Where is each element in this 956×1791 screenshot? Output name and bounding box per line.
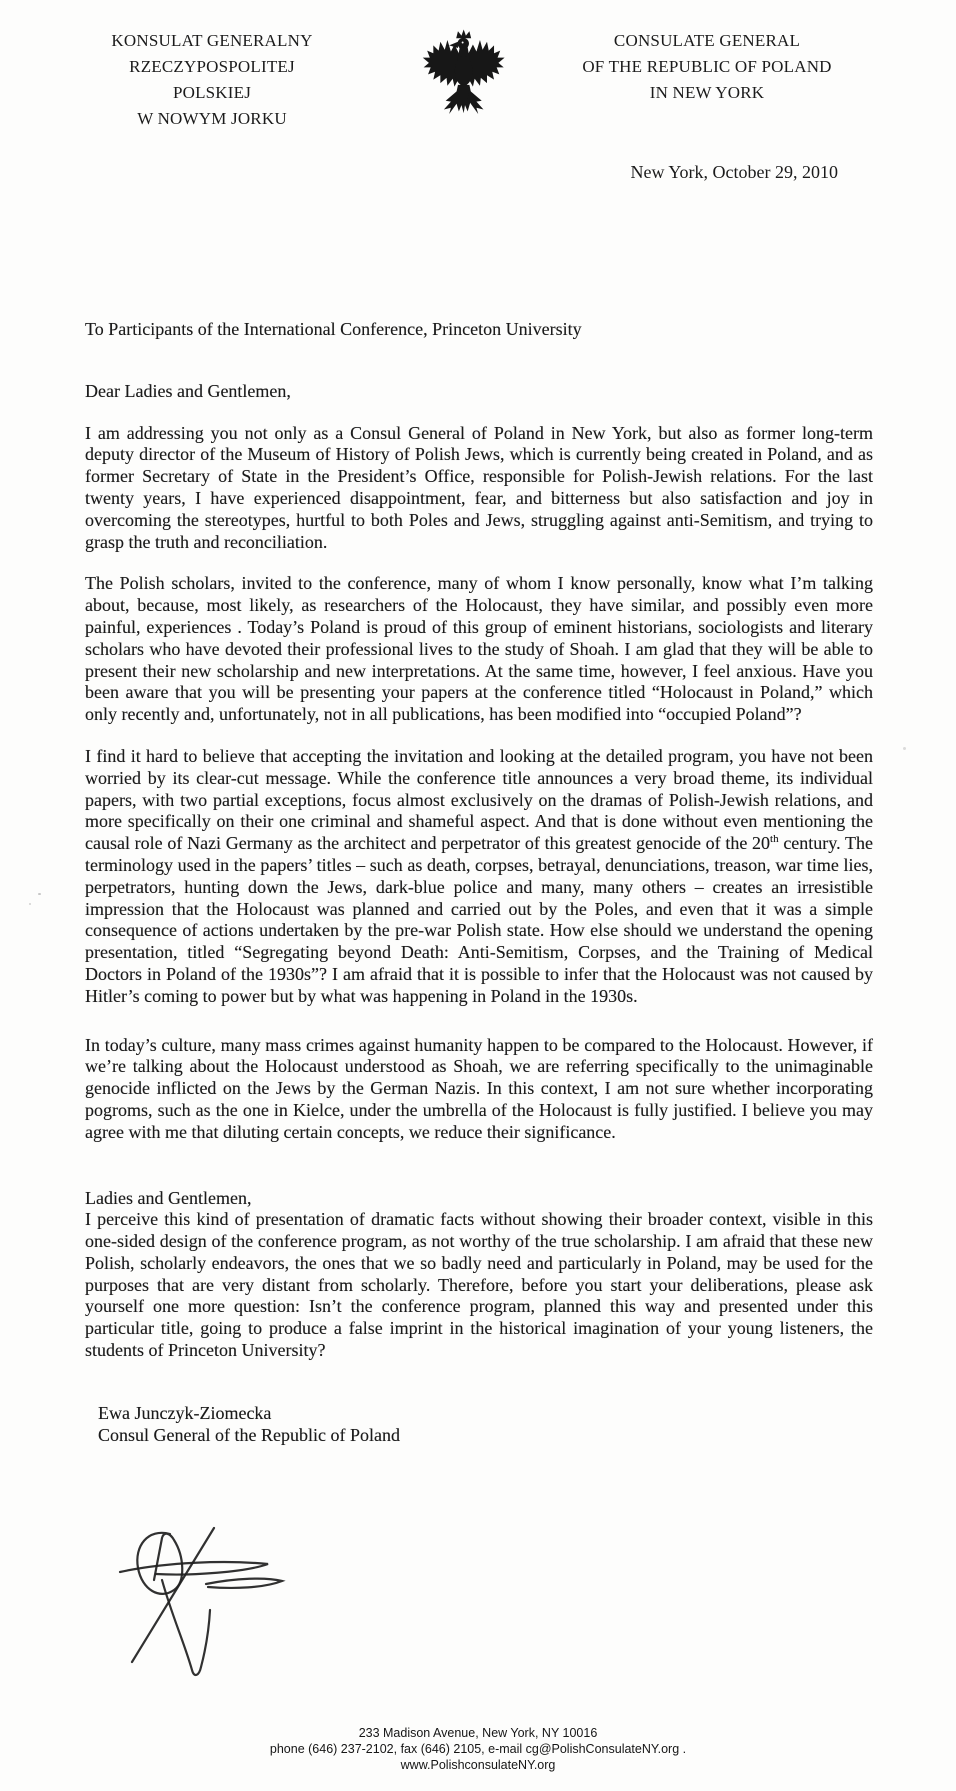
paragraph-3-text-b: century. The terminology used in the papers’ titles – such as death, corpses, betrayal, denunciations, treason, war time lies, perpetrators, hunting down the Jews, dark-blue police and many, many others – creates an irresistible impression that the Holocaust was planned and carried out by the Poles, and even that it was a simple consequence of actions undertaken by the pre-war Polish state. How else should we understand the opening presentation, titled “Segregating beyond Death: Anti-Semitism, Corpses, and the Training of Medical Doctors in Poland of the 1930s”? I am afraid that it is possible to infer that the Holocaust was not caused by Hitler’s coming to power but by what was happening in Poland in the 1930s.: [85, 833, 873, 1006]
polish-eagle-coat-of-arms-icon: [421, 28, 509, 126]
scan-artifact: [29, 903, 31, 905]
paragraph-4: In today’s culture, many mass crimes against humanity happen to be compared to the Holocaust. However, if we’re talking about the Holocaust understood as Shoah, we are referring specifically to the unimaginable genocide inflicted on the Jews by the German Nazis. In this context, I am not sure whether incorporating pogroms, such as the one in Kielce, under the umbrella of the Holocaust is fully justified. I believe you may agree with me that diluting certain concepts, we reduce their significance.: [85, 1034, 873, 1142]
signatory-title: Consul General of the Republic of Poland: [98, 1425, 400, 1446]
salutation: Dear Ladies and Gentlemen,: [85, 380, 291, 401]
scan-artifact: [38, 893, 41, 895]
date-line: New York, October 29, 2010: [630, 162, 838, 182]
letterhead-english-line3: IN NEW YORK: [649, 83, 765, 102]
paragraph-2: The Polish scholars, invited to the conference, many of whom I know personally, know what I’m talking about, because, most likely, as researchers of the Holocaust, they have similar, and possibly even more painful, experiences . Today’s Poland is proud of this group of eminent historians, sociologists and literary scholars who have devoted their professional lives to the study of Shoah. I am glad that they will be able to present their new scholarship and new interpretations. At the same time, however, I feel anxious. Have you been aware that you will be presenting your papers at the conference titled “Holocaust in Poland,” which only recently and, unfortunately, not in all publications, has been modified into “occupied Poland”?: [85, 573, 873, 725]
second-address-line: Ladies and Gentlemen,: [85, 1187, 252, 1208]
footer-website: www.PolishconsulateNY.org: [400, 1758, 556, 1772]
letterhead-english: [550, 28, 864, 106]
letterhead-polish-line2: RZECZYPOSPOLITEJ POLSKIEJ: [129, 57, 295, 102]
paragraph-1: I am addressing you not only as a Consul General of Poland in New York, but also as former long-term deputy director of the Museum of History of Polish Jews, which is currently being created in Poland, and as former Secretary of State in the President’s Office, responsible for Polish-Jewish relations. For the last twenty years, I have experienced disappointment, fear, and bitterness but also satisfaction and joy in overcoming the stereotypes, hurtful to both Poles and Jews, struggling against anti-Semitism, and trying to grasp the truth and reconciliation.: [85, 422, 873, 552]
paragraph-3: [85, 746, 873, 1008]
closing-block: [85, 1402, 873, 1447]
handwritten-signature: [96, 1520, 358, 1695]
letterhead-polish: [92, 28, 332, 132]
letterhead-english-line2: OF THE REPUBLIC OF POLAND: [582, 57, 832, 76]
footer-contact-block: [0, 1725, 956, 1773]
footer-phone-fax-email: phone (646) 237-2102, fax (646) 2105, e-mail cg@PolishConsulateNY.org .: [269, 1742, 687, 1756]
paragraph-5: I perceive this kind of presentation of dramatic facts without showing their broader context, visible in this one-sided design of the conference program, as not worthy of the true scholarship. I am afraid that these new Polish, scholarly endeavors, the ones that we so badly need and particularly in Poland, may be used for the purposes that are very distant from scholarly. Therefore, before you start your deliberations, please ask yourself one more question: Isn’t the conference program, planned this way and presented under this particular title, going to produce a false imprint in the historical imagination of your young listeners, the students of Princeton University?: [85, 1209, 873, 1361]
letterhead-polish-line1: KONSULAT GENERALNY: [111, 31, 313, 50]
footer-address: 233 Madison Avenue, New York, NY 10016: [358, 1726, 598, 1740]
scan-artifact: [903, 747, 906, 750]
letter-body: [85, 319, 873, 1447]
paragraph-3-text-a: I find it hard to believe that accepting the invitation and looking at the detailed program, you have not been worried by its clear-cut message. While the conference title announces a very broad theme, its individual papers, with two partial exceptions, focus almost exclusively on the dramas of Polish-Jewish relations, and more specifically on their one criminal and shameful aspect. And that is done without even mentioning the causal role of Nazi Germany as the architect and perpetrator of this greatest genocide of the 20: [85, 745, 873, 854]
ordinal-superscript: th: [770, 833, 779, 846]
letterhead-english-line1: CONSULATE GENERAL: [613, 31, 801, 50]
recipient-line: To Participants of the International Conference, Princeton University: [85, 319, 582, 339]
letterhead-polish-line3: W NOWYM JORKU: [137, 109, 287, 128]
signatory-name: Ewa Junczyk-Ziomecka: [98, 1402, 272, 1423]
